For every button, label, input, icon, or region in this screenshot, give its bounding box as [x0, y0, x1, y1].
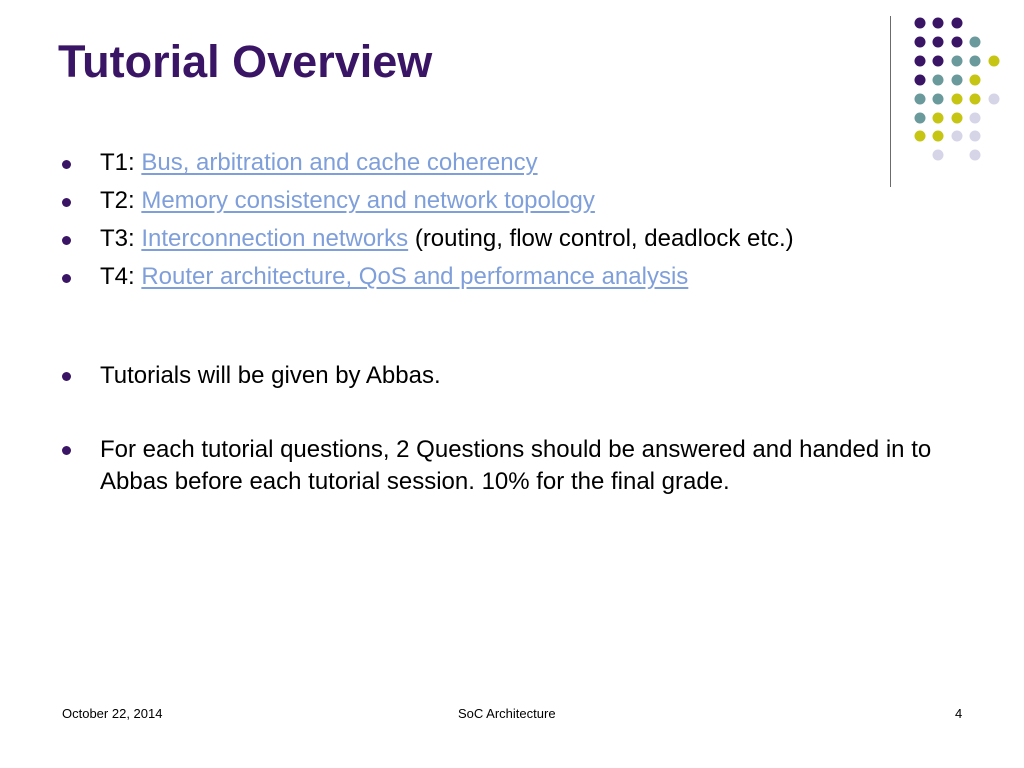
bullet-icon	[62, 160, 71, 169]
notes-list	[62, 360, 942, 498]
topic-link-t3[interactable]: Interconnection networks	[141, 225, 409, 252]
topic-item-t2	[62, 184, 942, 222]
topic-link-t1[interactable]: Bus, arbitration and cache coherency	[141, 149, 538, 176]
bullet-icon	[62, 274, 71, 283]
footer-title: SoC Architecture	[458, 706, 556, 721]
note-text: For each tutorial questions, 2 Questions should be answered and handed in to Abbas before each tutorial session. 10% for the final grade.	[100, 436, 932, 495]
topic-prefix: T4:	[100, 263, 142, 290]
bullet-icon	[62, 198, 71, 207]
topic-list	[62, 146, 942, 298]
note-item	[62, 434, 942, 498]
topic-prefix: T2:	[100, 187, 142, 214]
topic-prefix: T3:	[100, 225, 142, 252]
bullet-icon	[62, 236, 71, 245]
dot-grid-icon	[900, 12, 1010, 164]
topic-prefix: T1:	[100, 149, 142, 176]
topic-link-t2[interactable]: Memory consistency and network topology	[141, 187, 595, 214]
page-number: 4	[955, 706, 963, 721]
bullet-icon	[62, 446, 71, 455]
note-item	[62, 360, 942, 392]
note-text: Tutorials will be given by Abbas.	[100, 362, 441, 389]
bullet-icon	[62, 372, 71, 381]
topic-suffix: (routing, flow control, deadlock etc.)	[408, 225, 794, 252]
topic-item-t3	[62, 222, 942, 260]
topic-item-t1	[62, 146, 942, 184]
slide-title: Tutorial Overview	[58, 36, 433, 87]
topic-link-t4[interactable]: Router architecture, QoS and performance analysis	[141, 263, 689, 290]
footer-date: October 22, 2014	[62, 706, 163, 721]
topic-item-t4	[62, 260, 942, 298]
